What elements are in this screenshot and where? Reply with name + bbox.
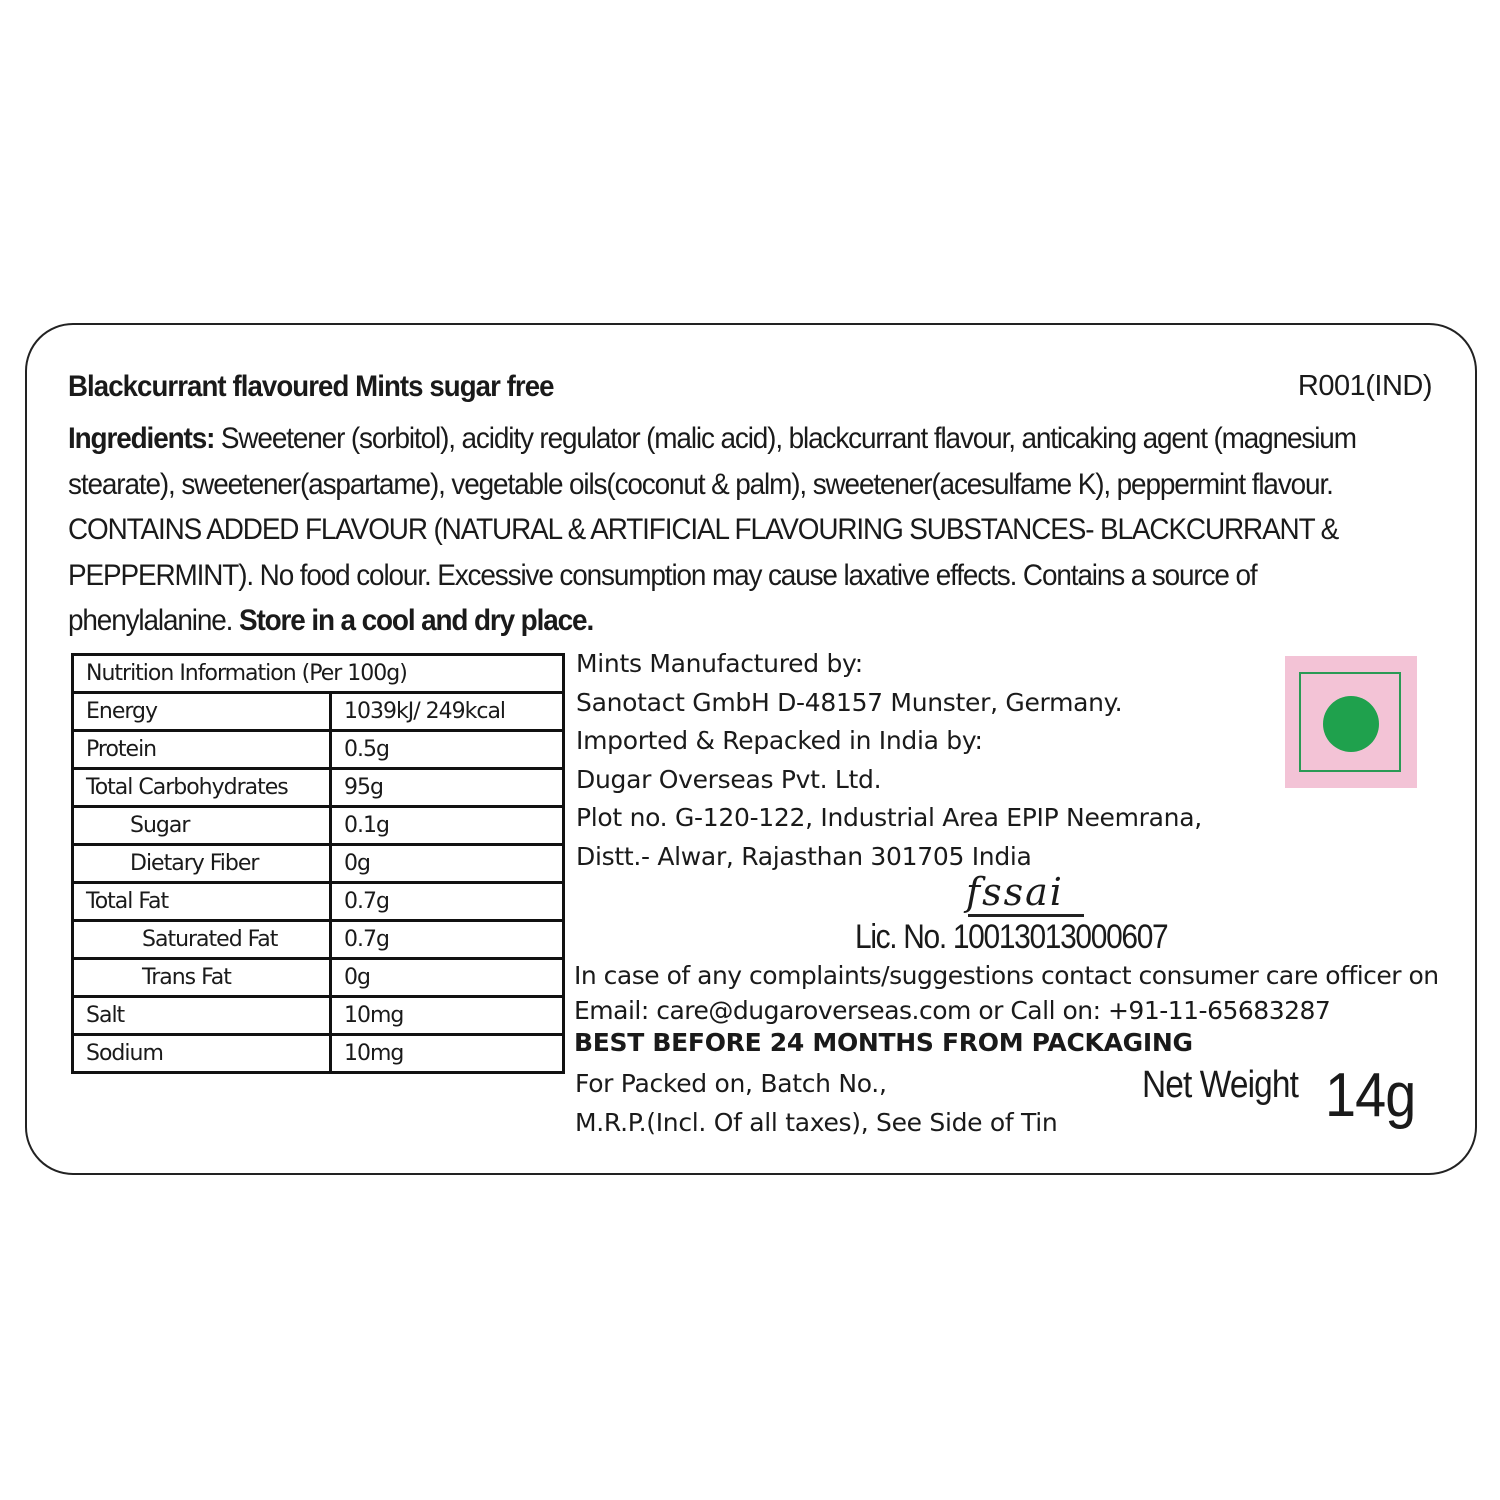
table-row <box>73 959 564 997</box>
ingredients-label: Ingredients: <box>68 422 215 455</box>
veg-symbol-icon <box>1285 656 1417 788</box>
nutrient-name: Protein <box>73 731 331 769</box>
table-row <box>73 655 564 693</box>
best-before: BEST BEFORE 24 MONTHS FROM PACKAGING <box>574 1028 1193 1057</box>
table-row <box>73 769 564 807</box>
nutrient-name: Energy <box>73 693 331 731</box>
nutrient-value: 10mg <box>331 997 564 1035</box>
packed-line1: For Packed on, Batch No., <box>575 1069 887 1098</box>
net-weight-value: 14g <box>1325 1061 1416 1130</box>
nutrient-name: Sugar <box>73 807 331 845</box>
table-row <box>73 807 564 845</box>
ingredients-list: Sweetener (sorbitol), acidity regulator (malic acid), blackcurrant flavour, anticaking agent (magnesium stearate), sweetener(aspartame), vegetable oils(coconut & palm), sweetener(acesulfame K), peppermint flavour. CONTAINS ADDED FLAVOUR (NATURAL & ARTIFICIAL FLAVOURING SUBSTANCES- BLACKCURRANT & PEPPERMINT). No food colour. Excessive consumption may cause laxative effects. Contains a source of phenylalanine. <box>68 422 1356 637</box>
nutrient-value: 0.1g <box>331 807 564 845</box>
importer-name: Dugar Overseas Pvt. Ltd. <box>576 764 882 794</box>
manufactured-by-label: Mints Manufactured by: <box>576 649 863 678</box>
consumer-care-info <box>574 958 1439 1028</box>
table-row <box>73 1035 564 1073</box>
care-line1: In case of any complaints/suggestions contact consumer care officer on <box>574 961 1439 990</box>
table-row <box>73 921 564 959</box>
packed-line2: M.R.P.(Incl. Of all taxes), See Side of Tin <box>575 1108 1058 1137</box>
nutrition-table <box>71 653 565 1074</box>
table-row <box>73 693 564 731</box>
importer-address-line2: Distt.- Alwar, Rajasthan 301705 India <box>576 841 1032 871</box>
nutrient-value: 95g <box>331 769 564 807</box>
table-row <box>73 845 564 883</box>
nutrient-name: Total Fat <box>73 883 331 921</box>
nutrient-value: 0g <box>331 959 564 997</box>
fssai-logo-underline <box>968 914 1084 917</box>
net-weight-label: Net Weight <box>1142 1064 1299 1106</box>
care-line2: Email: care@dugaroverseas.com or Call on: +91-11-65683287 <box>574 996 1331 1025</box>
fssai-logo: fssai <box>966 870 1064 914</box>
manufacturer-info <box>576 645 1202 876</box>
importer-address-line1: Plot no. G-120-122, Industrial Area EPIP Neemrana, <box>576 803 1202 832</box>
nutrient-name: Total Carbohydrates <box>73 769 331 807</box>
nutrient-value: 0.7g <box>331 883 564 921</box>
nutrient-name: Saturated Fat <box>73 921 331 959</box>
nutrient-name: Salt <box>73 997 331 1035</box>
nutrient-value: 0g <box>331 845 564 883</box>
product-code: R001(IND) <box>1297 370 1432 402</box>
ingredients-text <box>68 416 1426 644</box>
importer-label: Imported & Repacked in India by: <box>576 726 983 755</box>
manufacturer-address: Sanotact GmbH D-48157 Munster, Germany. <box>576 687 1123 717</box>
table-row <box>73 997 564 1035</box>
license-number: Lic. No. 10013013000607 <box>855 918 1168 956</box>
table-row <box>73 731 564 769</box>
nutrient-name: Sodium <box>73 1035 331 1073</box>
nutrient-value: 0.7g <box>331 921 564 959</box>
nutrient-name: Trans Fat <box>73 959 331 997</box>
nutrient-value: 1039kJ/ 249kcal <box>331 693 564 731</box>
product-title: Blackcurrant flavoured Mints sugar free <box>68 370 554 403</box>
nutrient-value: 10mg <box>331 1035 564 1073</box>
nutrient-value: 0.5g <box>331 731 564 769</box>
storage-instruction: Store in a cool and dry place. <box>238 604 594 637</box>
nutrition-header: Nutrition Information (Per 100g) <box>73 655 564 693</box>
table-row <box>73 883 564 921</box>
nutrient-name: Dietary Fiber <box>73 845 331 883</box>
packing-info <box>575 1064 1057 1142</box>
